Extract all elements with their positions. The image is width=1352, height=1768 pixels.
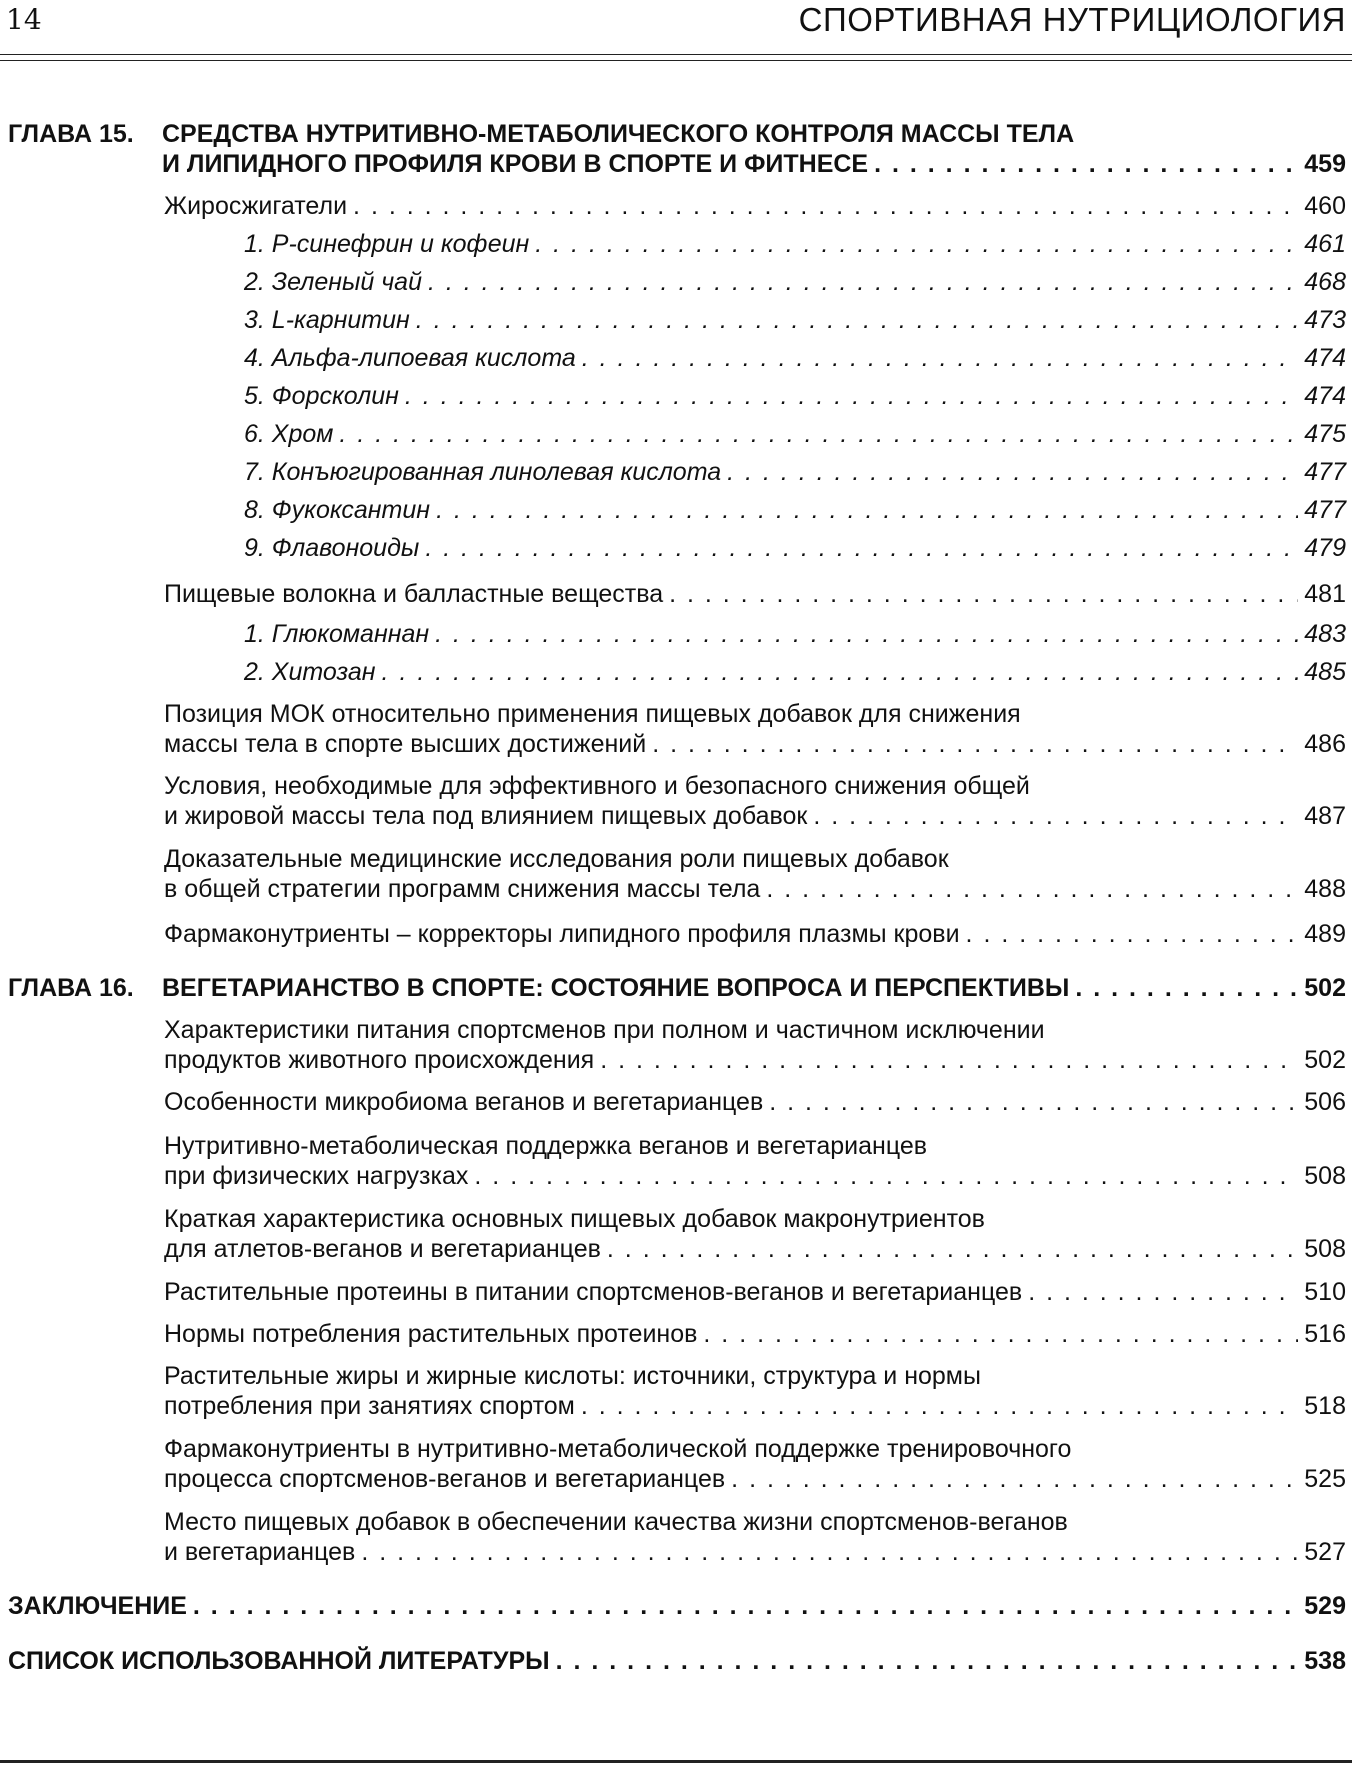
entry-title-line2: в общей стратегии программ снижения массы тела: [164, 875, 761, 903]
dot-leader: [731, 1465, 1298, 1494]
entry-title-line1: Место пищевых добавок в обеспечении качества жизни спортсменов-веганов: [164, 1508, 1068, 1536]
entry-page: 529: [1304, 1592, 1346, 1620]
entry-page: 527: [1304, 1538, 1346, 1566]
chapter-15-entry[interactable]: [162, 120, 1346, 178]
dot-leader: [1075, 974, 1298, 1003]
entry-title: Особенности микробиома веганов и вегетарианцев: [164, 1088, 764, 1116]
toc-entry-fi2[interactable]: [244, 658, 1346, 687]
entry-page: 473: [1304, 306, 1346, 334]
entry-page: 518: [1304, 1392, 1346, 1420]
toc-entry-veg-s8[interactable]: [164, 1435, 1346, 1493]
entry-page: 506: [1304, 1088, 1346, 1116]
dot-leader: [727, 458, 1298, 487]
entry-title-line1: Фармаконутриенты в нутритивно-метаболической поддержке тренировочного: [164, 1435, 1072, 1463]
chapter-15-page: 459: [1304, 150, 1346, 178]
entry-title: 1. Глюкоманнан: [244, 620, 430, 648]
entry-page: 468: [1304, 268, 1346, 296]
entry-page: 487: [1304, 802, 1346, 830]
dot-leader: [874, 150, 1298, 179]
page-number: 14: [6, 3, 42, 36]
toc-entry-veg-s2[interactable]: [164, 1088, 1346, 1117]
dot-leader: [769, 1088, 1298, 1117]
entry-title-line2: для атлетов-веганов и вегетарианцев: [164, 1235, 601, 1263]
toc-entry-fb4[interactable]: [244, 344, 1346, 373]
entry-title: Растительные протеины в питании спортсменов-веганов и вегетарианцев: [164, 1278, 1023, 1306]
entry-page: 538: [1304, 1647, 1346, 1675]
toc-entry-veg-s7[interactable]: [164, 1362, 1346, 1420]
toc-entry-fb9[interactable]: [244, 534, 1346, 563]
toc-entry-evidence[interactable]: [164, 845, 1346, 903]
toc-entry-veg-s4[interactable]: [164, 1205, 1346, 1263]
dot-leader: [193, 1592, 1298, 1621]
chapter-16-label: ГЛАВА 16.: [8, 974, 134, 1002]
entry-page: 477: [1304, 458, 1346, 486]
dot-leader: [813, 802, 1298, 831]
entry-page: 488: [1304, 875, 1346, 903]
toc-entry-fiber[interactable]: [164, 580, 1346, 609]
entry-title-line2: и вегетарианцев: [164, 1538, 356, 1566]
header-rule-lower: [0, 60, 1352, 61]
dot-leader: [353, 192, 1298, 221]
entry-title-line2: процесса спортсменов-веганов и вегетарианцев: [164, 1465, 726, 1493]
toc-entry-veg-s9[interactable]: [164, 1508, 1346, 1566]
toc-entry-fatburners[interactable]: [164, 192, 1346, 221]
entry-title-line1: Позиция МОК относительно применения пищевых добавок для снижения: [164, 700, 1021, 728]
toc-entry-ioc[interactable]: [164, 700, 1346, 758]
entry-title-line1: Нутритивно-метаболическая поддержка веганов и вегетарианцев: [164, 1132, 928, 1160]
chapter-15-title-line1: СРЕДСТВА НУТРИТИВНО-МЕТАБОЛИЧЕСКОГО КОНТРОЛЯ МАССЫ ТЕЛА: [162, 120, 1075, 148]
entry-page: 479: [1304, 534, 1346, 562]
entry-title-line2: массы тела в спорте высших достижений: [164, 730, 647, 758]
dot-leader: [416, 306, 1298, 335]
entry-title: 2. Хитозан: [244, 658, 376, 686]
dot-leader: [966, 920, 1299, 949]
entry-page: 474: [1304, 344, 1346, 372]
dot-leader: [339, 420, 1298, 449]
chapter-15-title-line2: И ЛИПИДНОГО ПРОФИЛЯ КРОВИ В СПОРТЕ И ФИТНЕСЕ: [162, 150, 869, 178]
entry-page: 510: [1304, 1278, 1346, 1306]
dot-leader: [1028, 1278, 1298, 1307]
toc-entry-fb6[interactable]: [244, 420, 1346, 449]
dot-leader: [652, 730, 1298, 759]
toc-entry-references[interactable]: [8, 1647, 1346, 1676]
chapter-16-title: ВЕГЕТАРИАНСТВО В СПОРТЕ: СОСТОЯНИЕ ВОПРОСА И ПЕРСПЕКТИВЫ: [162, 974, 1070, 1002]
toc-entry-fi1[interactable]: [244, 620, 1346, 649]
entry-page: 525: [1304, 1465, 1346, 1493]
toc-entry-conditions[interactable]: [164, 772, 1346, 830]
toc-entry-veg-s3[interactable]: [164, 1132, 1346, 1190]
entry-title: 9. Флавоноиды: [244, 534, 420, 562]
entry-title-line2: и жировой массы тела под влиянием пищевых добавок: [164, 802, 808, 830]
dot-leader: [703, 1320, 1298, 1349]
entry-page: 461: [1304, 230, 1346, 258]
header-rule-upper: [0, 54, 1352, 55]
entry-title: Жиросжигатели: [164, 192, 348, 220]
dot-leader: [535, 230, 1298, 259]
entry-page: 508: [1304, 1235, 1346, 1263]
entry-title: 8. Фукоксантин: [244, 496, 431, 524]
dot-leader: [361, 1538, 1298, 1567]
dot-leader: [669, 580, 1298, 609]
footer-rule: [0, 1760, 1352, 1763]
dot-leader: [428, 268, 1298, 297]
entry-title-line1: Характеристики питания спортсменов при полном и частичном исключении: [164, 1016, 1045, 1044]
toc-entry-veg-s5[interactable]: [164, 1278, 1346, 1307]
dot-leader: [607, 1235, 1298, 1264]
chapter-16-page: 502: [1304, 974, 1346, 1002]
entry-page: 486: [1304, 730, 1346, 758]
entry-title-line2: при физических нагрузках: [164, 1162, 469, 1190]
dot-leader: [405, 382, 1298, 411]
toc-entry-fb7[interactable]: [244, 458, 1346, 487]
dot-leader: [474, 1162, 1298, 1191]
dot-leader: [766, 875, 1298, 904]
entry-page: 508: [1304, 1162, 1346, 1190]
toc-entry-conclusion[interactable]: [8, 1592, 1346, 1621]
chapter-16-entry[interactable]: [162, 974, 1346, 1003]
entry-title: 7. Конъюгированная линолевая кислота: [244, 458, 722, 486]
dot-leader: [382, 658, 1299, 687]
dot-leader: [556, 1647, 1299, 1676]
entry-title-line1: Краткая характеристика основных пищевых добавок макронутриентов: [164, 1205, 985, 1233]
dot-leader: [436, 496, 1298, 525]
toc-entry-veg-s6[interactable]: [164, 1320, 1346, 1349]
toc-entry-veg-s1[interactable]: [164, 1016, 1346, 1074]
toc-entry-fb8[interactable]: [244, 496, 1346, 525]
toc-entry-fb5[interactable]: [244, 382, 1346, 411]
entry-page: 516: [1304, 1320, 1346, 1348]
toc-entry-fb3[interactable]: [244, 306, 1346, 335]
entry-title: 6. Хром: [244, 420, 334, 448]
entry-title-line1: Условия, необходимые для эффективного и безопасного снижения общей: [164, 772, 1030, 800]
entry-title: 4. Альфа-липоевая кислота: [244, 344, 576, 372]
entry-title: 1. P-синефрин и кофеин: [244, 230, 530, 258]
entry-title: 2. Зеленый чай: [244, 268, 422, 296]
running-head: [0, 0, 1352, 40]
entry-title: Нормы потребления растительных протеинов: [164, 1320, 698, 1348]
dot-leader: [600, 1046, 1298, 1075]
entry-page: 474: [1304, 382, 1346, 410]
dot-leader: [435, 620, 1298, 649]
chapter-15-label: ГЛАВА 15.: [8, 120, 134, 148]
entry-page: 460: [1304, 192, 1346, 220]
entry-title: СПИСОК ИСПОЛЬЗОВАННОЙ ЛИТЕРАТУРЫ: [8, 1647, 550, 1675]
toc-entry-fb2[interactable]: [244, 268, 1346, 297]
entry-title-line2: продуктов животного происхождения: [164, 1046, 595, 1074]
entry-title: ЗАКЛЮЧЕНИЕ: [8, 1592, 187, 1620]
entry-title-line1: Доказательные медицинские исследования роли пищевых добавок: [164, 845, 949, 873]
toc-entry-pharma[interactable]: [164, 920, 1346, 949]
entry-page: 481: [1304, 580, 1346, 608]
book-title: СПОРТИВНАЯ НУТРИЦИОЛОГИЯ: [798, 1, 1346, 38]
entry-title: 5. Форсколин: [244, 382, 399, 410]
dot-leader: [582, 344, 1299, 373]
entry-page: 475: [1304, 420, 1346, 448]
dot-leader: [425, 534, 1298, 563]
entry-page: 477: [1304, 496, 1346, 524]
toc-entry-fb1[interactable]: [244, 230, 1346, 259]
entry-title: 3. L-карнитин: [244, 306, 410, 334]
entry-page: 483: [1304, 620, 1346, 648]
entry-title: Пищевые волокна и балластные вещества: [164, 580, 664, 608]
entry-title: Фармаконутриенты – корректоры липидного профиля плазмы крови: [164, 920, 960, 948]
dot-leader: [581, 1392, 1298, 1421]
entry-page: 502: [1304, 1046, 1346, 1074]
entry-page: 485: [1304, 658, 1346, 686]
entry-page: 489: [1304, 920, 1346, 948]
entry-title-line2: потребления при занятиях спортом: [164, 1392, 575, 1420]
entry-title-line1: Растительные жиры и жирные кислоты: источники, структура и нормы: [164, 1362, 981, 1390]
